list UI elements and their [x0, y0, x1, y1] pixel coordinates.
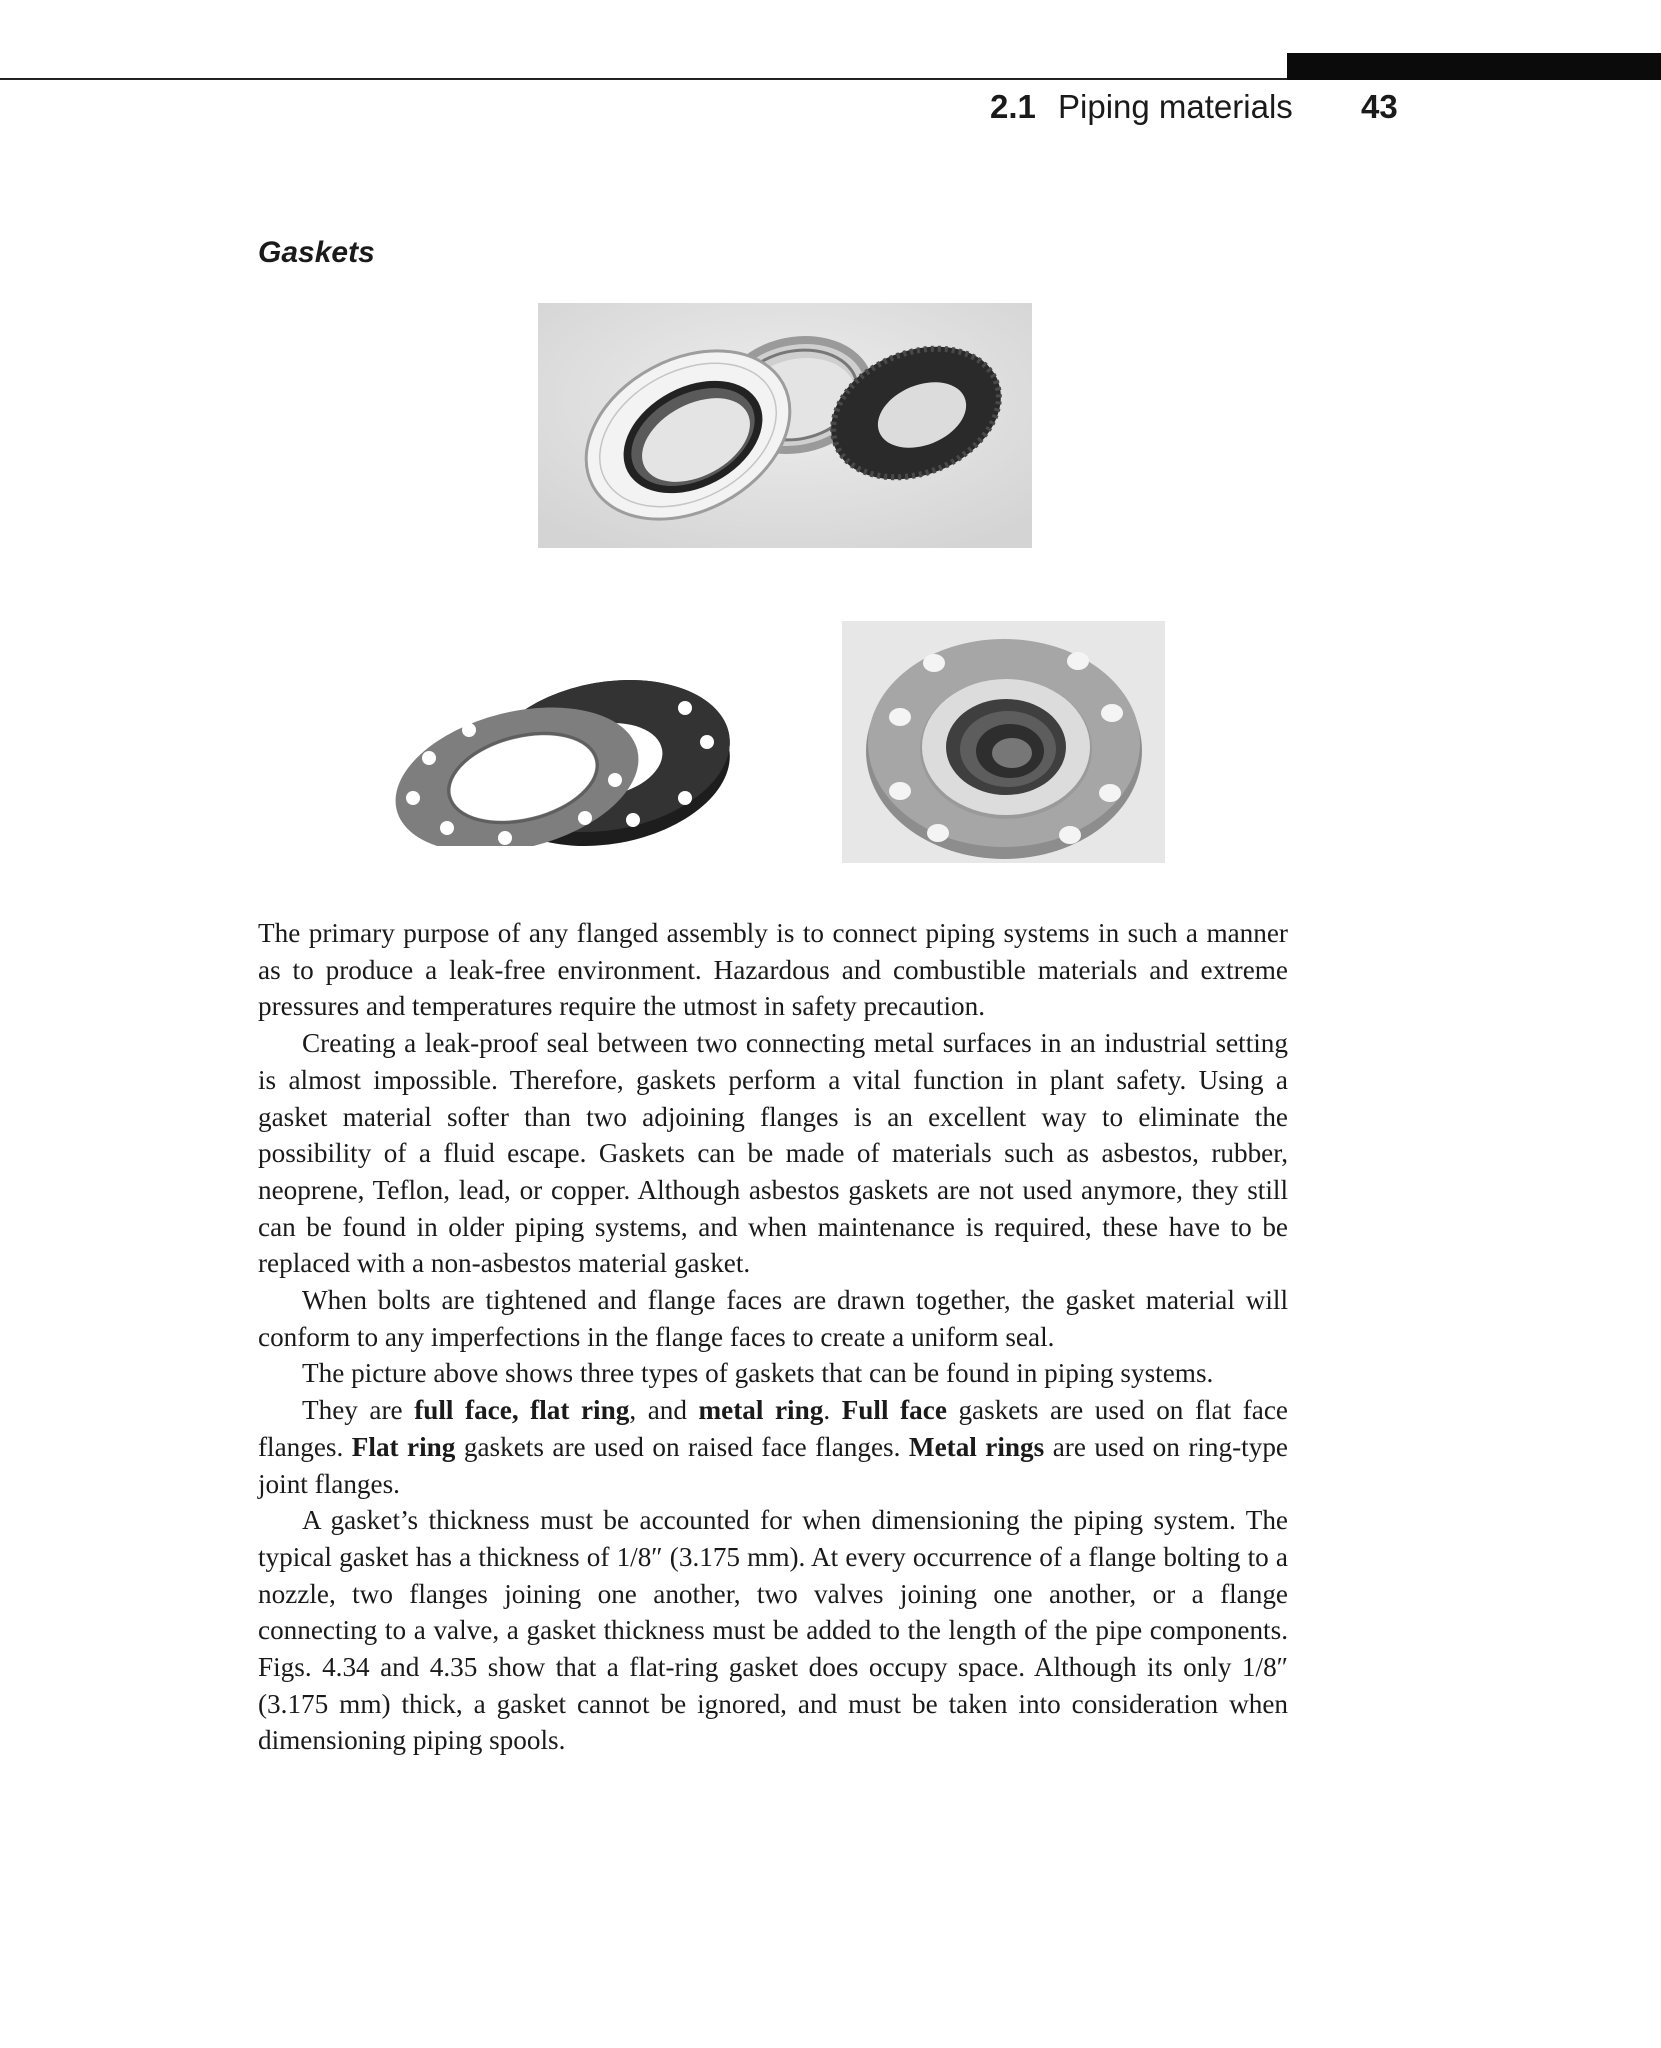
bold-term: metal ring — [698, 1395, 824, 1426]
bold-term: Flat ring — [351, 1431, 456, 1462]
bold-term: Metal rings — [908, 1431, 1045, 1462]
gasket-photo-flange — [842, 621, 1165, 863]
gasket-photo-full-face — [385, 668, 737, 846]
paragraph: The primary purpose of any flanged assembly is to connect piping systems in such a manner as to produce a leak-free environment. Hazardous and combustible materials and extreme pressures and temperatures require the utmost in safety precaution. — [258, 918, 1288, 1022]
gasket-photo-flange-drawing — [842, 621, 1165, 863]
text-run: , and — [629, 1395, 699, 1426]
page-number: 43 — [1361, 88, 1398, 125]
body-text — [258, 915, 1288, 1759]
text-run: They are — [302, 1395, 415, 1426]
paragraph: The picture above shows three types of gaskets that can be found in piping systems. — [302, 1358, 1214, 1389]
paragraph: A gasket’s thickness must be accounted for when dimensioning the piping system. The typical gasket has a thickness of 1/8″ (3.175 mm). At every occurrence of a flange bolting to a nozzle, two flanges joining one another, two valves joining one another, or a flange connecting to a valve, a gasket thickness must be added to the length of the pipe components. Figs. 4.34 and 4.35 show that a flat-ring gasket does occupy space. Although its only 1/8″ (3.175 mm) thick, a gasket cannot be ignored, and must be taken into consideration when dimensioning piping spools. — [258, 1505, 1288, 1756]
section-heading: Gaskets — [258, 236, 375, 269]
gasket-photo-top — [538, 303, 1032, 548]
gasket-photo-full-face-drawing — [385, 668, 737, 846]
section-title-running: Piping materials — [1058, 88, 1293, 125]
section-number: 2.1 — [990, 88, 1036, 125]
text-run: . — [823, 1395, 842, 1426]
text-run: gaskets are used on raised face flanges. — [455, 1431, 909, 1462]
gasket-photo-top-drawing — [538, 303, 1032, 548]
text-run: are used on ring-type joint flanges. — [258, 1431, 1288, 1499]
bold-term: Full face — [841, 1395, 947, 1426]
paragraph: When bolts are tightened and flange faces are drawn together, the gasket material will conform to any imperfections in the flange faces to create a uniform seal. — [258, 1285, 1288, 1352]
paragraph-gasket-types — [258, 1392, 1288, 1502]
bold-term: full face, flat ring — [414, 1395, 630, 1426]
paragraph: Creating a leak-proof seal between two connecting metal surfaces in an industrial setting is almost impossible. Therefore, gaskets perform a vital function in plant safety. Using a gasket material softer than two adjoining flanges is an excellent way to eliminate the possibility of a fluid escape. Gaskets can be made of materials such as asbestos, rubber, neoprene, Teflon, lead, or copper. Although asbestos gaskets are not used anymore, they still can be found in older piping systems, and when maintenance is required, these have to be replaced with a non-asbestos material gasket. — [258, 1028, 1288, 1279]
running-head — [0, 88, 1661, 132]
header-bar — [1287, 53, 1661, 80]
text-run: gaskets are used on flat face flanges. — [258, 1395, 1288, 1462]
